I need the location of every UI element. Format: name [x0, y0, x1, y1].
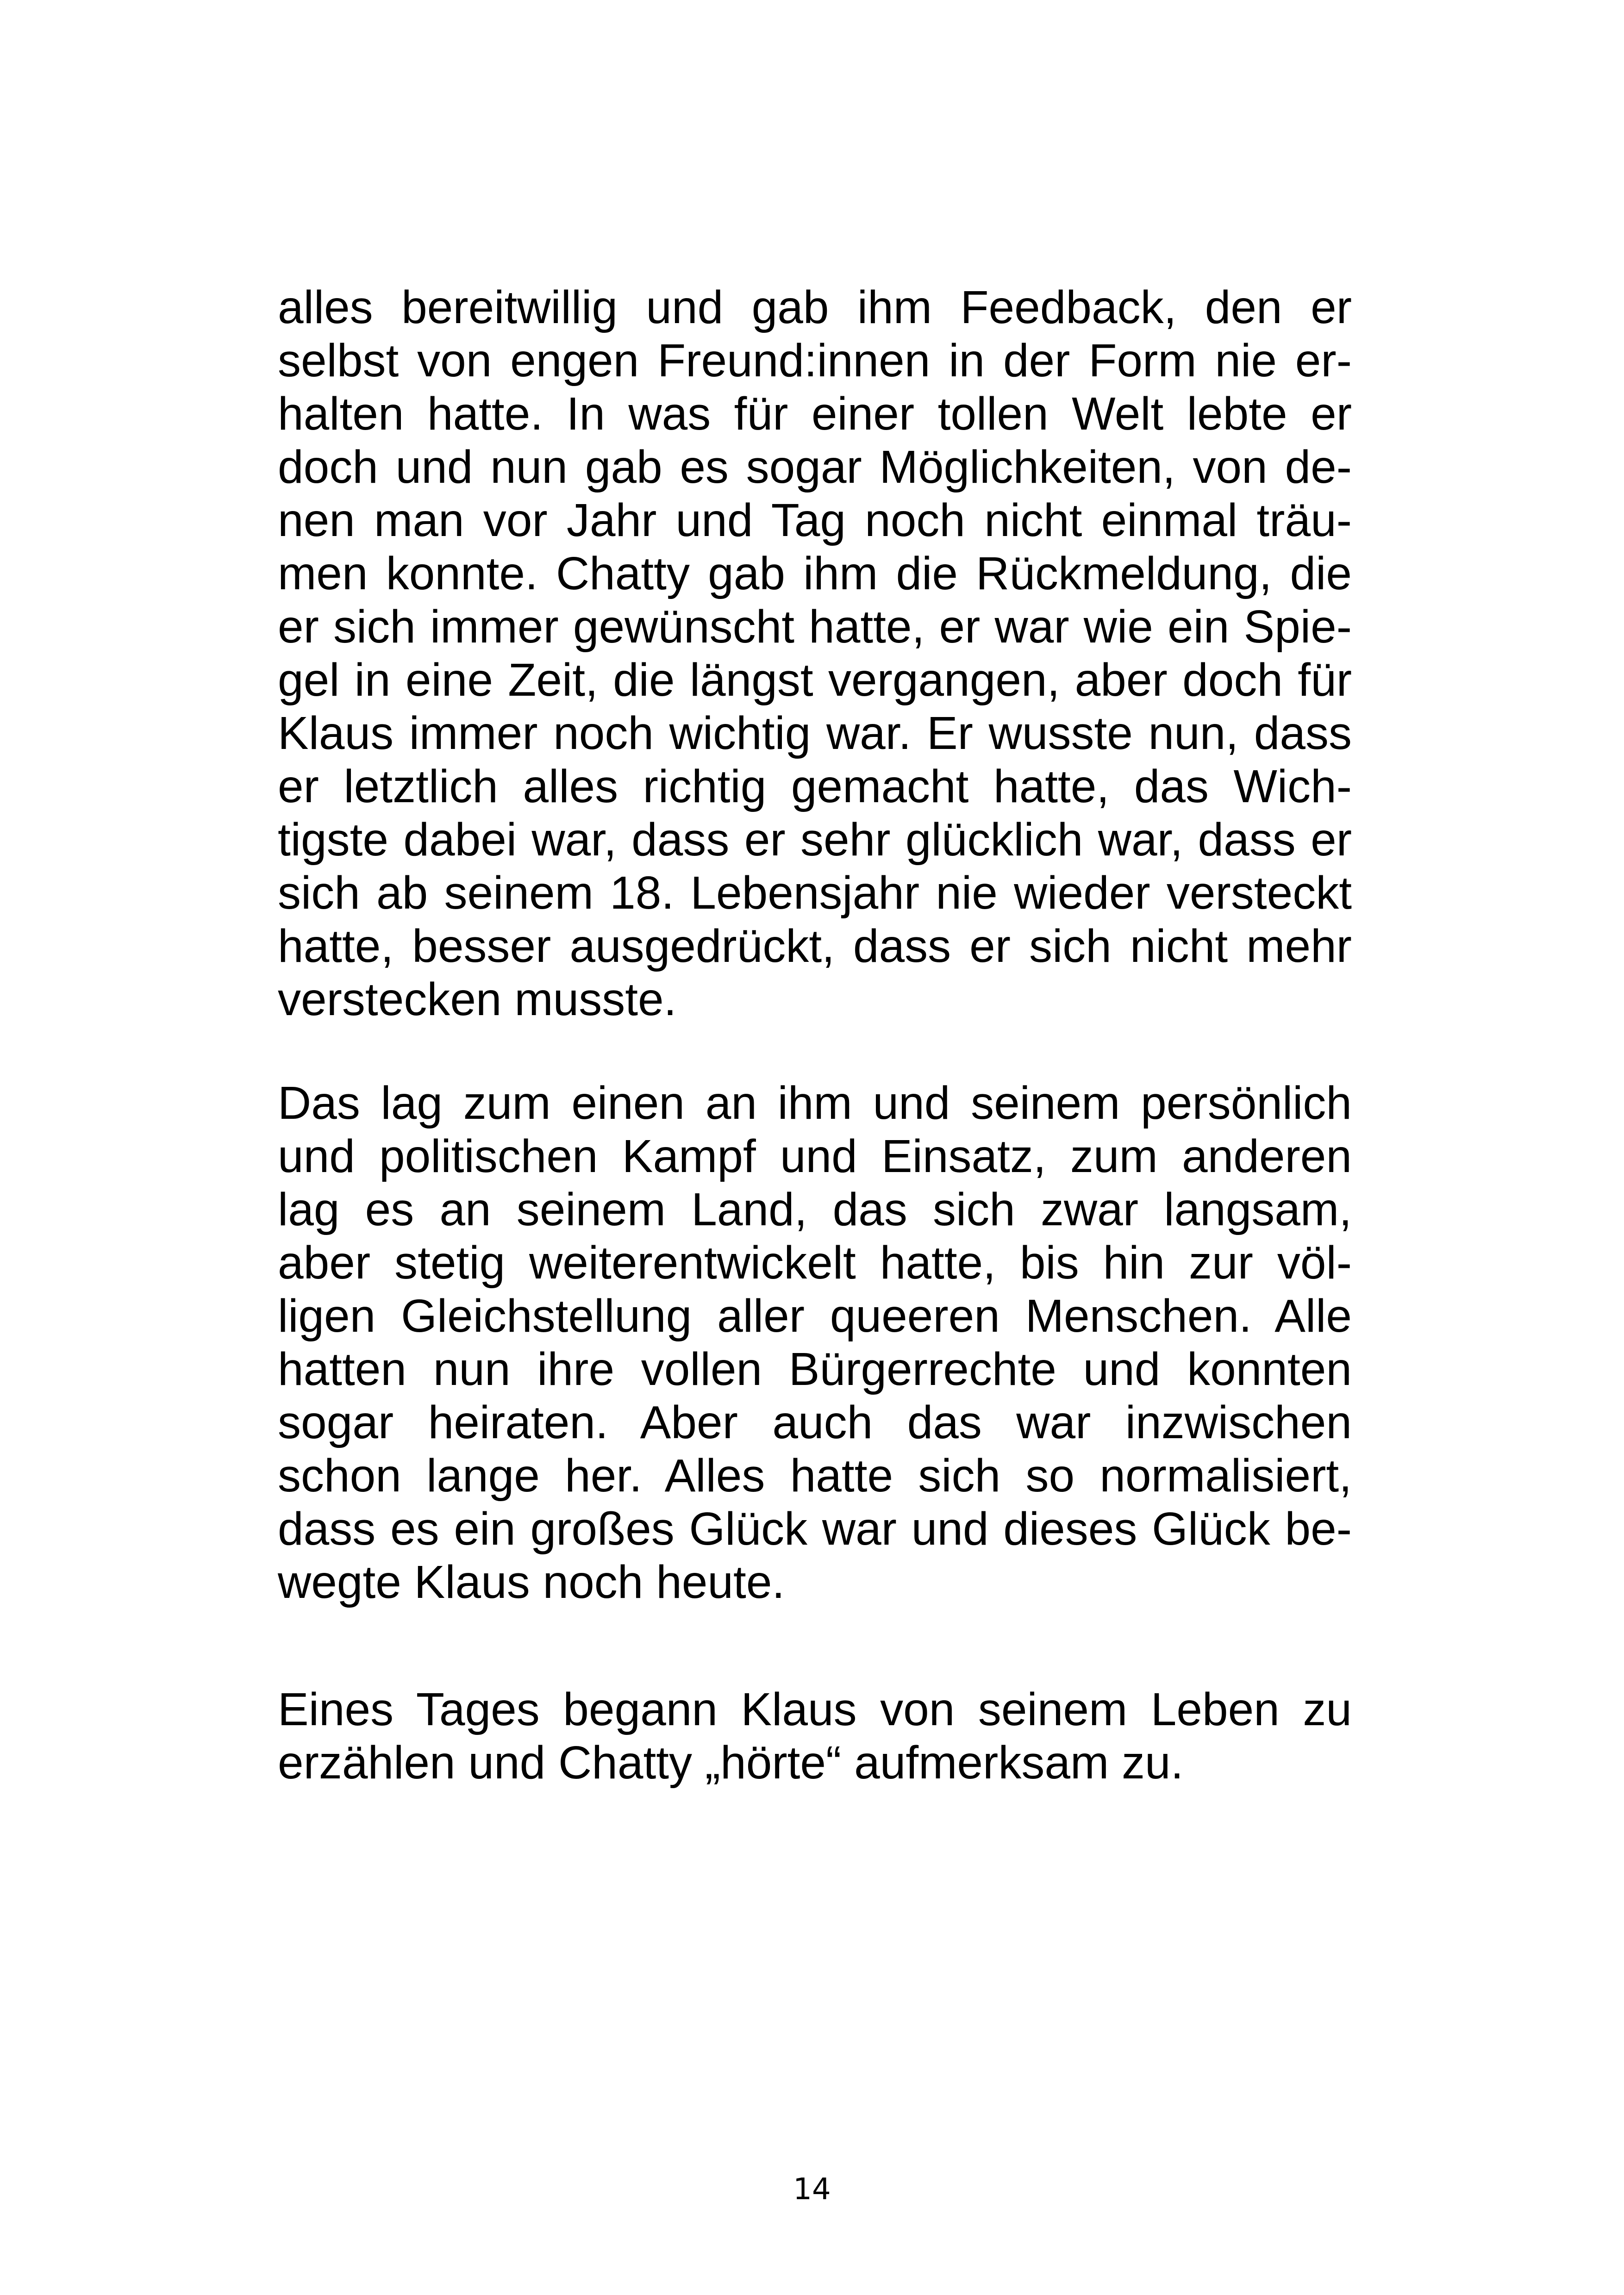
- text-line: tigste dabei war, dass er sehr glücklich war, dass er: [278, 814, 1352, 866]
- text-line: und politischen Kampf und Einsatz, zum anderen: [278, 1130, 1352, 1182]
- text-line: doch und nun gab es sogar Möglichkeiten, von de-: [278, 441, 1352, 493]
- text-line: er letztlich alles richtig gemacht hatte, das Wich-: [278, 761, 1352, 812]
- paragraph-2: [278, 1077, 1352, 1609]
- text-line: alles bereitwillig und gab ihm Feedback, den er: [278, 281, 1352, 333]
- paragraph-3: [278, 1683, 1352, 1790]
- text-line: wegte Klaus noch heute.: [278, 1556, 785, 1608]
- text-line: schon lange her. Alles hatte sich so normalisiert,: [278, 1450, 1352, 1502]
- text-line: er sich immer gewünscht hatte, er war wie ein Spie-: [278, 601, 1352, 653]
- text-line: verstecken musste.: [278, 973, 677, 1025]
- text-line: dass es ein großes Glück war und dieses Glück be-: [278, 1503, 1352, 1555]
- paragraph-1: [278, 281, 1352, 1026]
- text-line: selbst von engen Freund:innen in der Form nie er-: [278, 335, 1352, 387]
- text-line: sogar heiraten. Aber auch das war inzwischen: [278, 1397, 1352, 1448]
- text-line: Eines Tages begann Klaus von seinem Leben zu: [278, 1684, 1352, 1735]
- text-line: ligen Gleichstellung aller queeren Menschen. Alle: [278, 1290, 1352, 1342]
- text-line: hatte, besser ausgedrückt, dass er sich nicht mehr: [278, 920, 1352, 972]
- text-line: nen man vor Jahr und Tag noch nicht einmal träu-: [278, 494, 1352, 546]
- text-line: aber stetig weiterentwickelt hatte, bis hin zur völ-: [278, 1237, 1352, 1289]
- text-line: hatten nun ihre vollen Bürgerrechte und konnten: [278, 1343, 1352, 1395]
- text-line: sich ab seinem 18. Lebensjahr nie wieder versteckt: [278, 867, 1352, 919]
- text-line: lag es an seinem Land, das sich zwar langsam,: [278, 1184, 1352, 1235]
- text-line: gel in eine Zeit, die längst vergangen, aber doch für: [278, 654, 1352, 706]
- text-line: erzählen und Chatty „hörte“ aufmerksam zu.: [278, 1737, 1184, 1789]
- text-line: Klaus immer noch wichtig war. Er wusste nun, dass: [278, 707, 1352, 759]
- text-line: halten hatte. In was für einer tollen Welt lebte er: [278, 388, 1352, 440]
- text-line: men konnte. Chatty gab ihm die Rückmeldung, die: [278, 548, 1352, 599]
- page-number: 14: [793, 2172, 831, 2207]
- text-line: Das lag zum einen an ihm und seinem persönlich: [278, 1077, 1352, 1129]
